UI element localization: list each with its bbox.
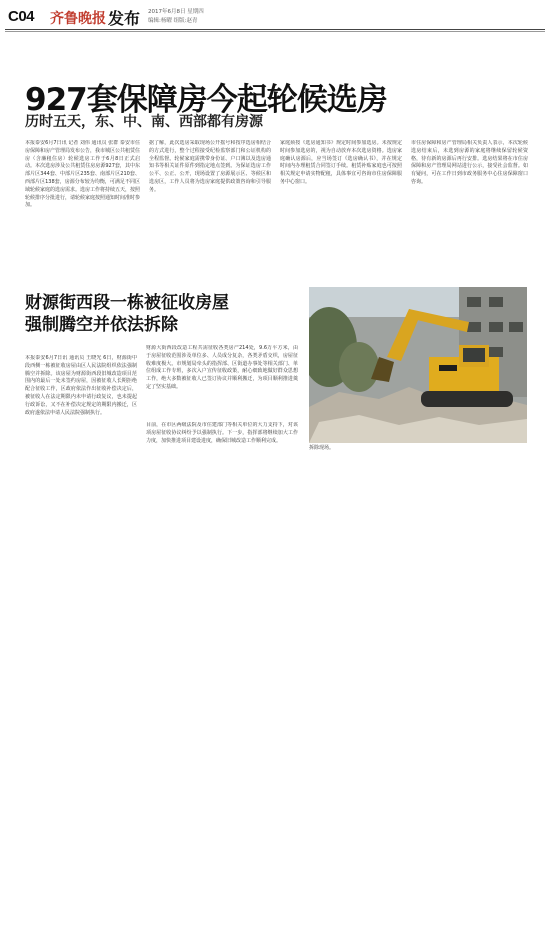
header-rule-thin — [5, 31, 545, 32]
article1-column-4: 市住房保障和房产管理局相关负责人表示，本次轮候选房结束后，未选到房源的家庭将继续保留轮候资格，待有新的房源后再行安排。选房结果将在市住房保障和房产管理局网站进行公示，接受社会监督。如有疑问，可在工作日到市政务服务中心住房保障窗口咨询。 — [411, 140, 528, 185]
article1-column-2: 据了解，此次选房采取现场公开摇号和按序选房相结合的方式进行，整个过程接受纪检监察部门和公证机构的全程监督。轮候家庭需携带身份证、户口簿以及选房通知书等相关证件原件到指定地点签到。为保证选房工作公平、公正、公开，现场设置了房源展示区、等候区和选房区，工作人员将为选房家庭提供政策咨询和引导服务。 — [149, 140, 271, 193]
article1-column-1: 本报泰安6月7日讯 记者 刘伟 通讯员 张群 泰安市住房保障和房产管理局发布公告，我市城区公共租赁住房（含廉租住房）轮候选房工作于6月8日正式启动。本次选房涉及公共租赁住房房源927套，其中东部片区344套、中部片区235套、南部片区210套、西部片区138套，房源分布较为均衡，可满足不同区域轮候家庭的选房需求。选房工作将持续五天，按照轮候排序分批进行，请轮候家庭按照通知时间准时参加。 — [25, 140, 140, 209]
photo-caption: 拆除现场。 — [309, 445, 335, 451]
header-rule — [5, 29, 545, 30]
newspaper-brand: 齐鲁晚报 — [50, 11, 106, 27]
section-title: 发布 — [108, 9, 141, 28]
page-number: C04 — [8, 8, 35, 25]
demolition-photo — [309, 287, 527, 443]
issue-date: 2017年6月8日 星期四 — [148, 9, 204, 15]
article2-column-1: 本报泰安6月7日讯 通讯员 王晓光 6日，财源街中段西侧一栋被征收房屋由区人民法院组织依法强制腾空并拆除。该房屋为财源街西段旧城改造项目范围内的最后一处未签约房屋，因被征收人长期拒绝配合征收工作，区政府依法作出征收补偿决定后，被征收人在法定期限内未申请行政复议，也未提起行政诉讼，又不在补偿决定规定的期限内搬迁，区政府遂依法申请人民法院强制执行。 — [25, 355, 137, 416]
excavator-scene-illustration — [309, 287, 527, 443]
article2-headline-line2: 强制腾空并依法拆除 — [25, 315, 178, 335]
article2-column-3: 目前，在市区两级法院及市住建部门等相关单位的大力支持下，对该项房屋征收协议纠纷予以强制执行。下一步，指挥部将继续加大工作力度，加快推进项目建设进度，确保旧城改造工作顺利完成。 — [146, 422, 298, 444]
editor-credits: 编辑:杨曜 组版:赵青 — [148, 18, 198, 24]
article1-headline: 927套保障房今起轮候选房 — [25, 82, 387, 118]
article1-subheadline: 历时五天，东、中、南、西部都有房源 — [25, 114, 263, 130]
article1-column-3: 家庭须按《选房通知书》规定时间参加选房。未按规定时间参加选房的，视为自动放弃本次选房资格。选房家庭确认房源后，应当场签订《选房确认书》，并在规定时间内办理租赁合同签订手续。租赁补贴家庭也可按照相关规定申请实物配租，具体事宜可咨询市住房保障服务中心窗口。 — [280, 140, 402, 185]
article2-headline — [25, 292, 229, 336]
article2-headline-line1: 财源街西段一栋被征收房屋 — [25, 293, 229, 313]
article2-column-2: 财源大街西段改造工程共需征收各类房产214处，9.6万平方米，由于房屋征收范围涉及单位多、人员成分复杂，各类矛盾交织，房屋征收难度极大。市规划局牵头的指挥部、区街道办事处等相关部门、单位组成工作专班，多次入户宣传征收政策，耐心细致地做好群众思想工作，绝大多数被征收人已签订协议并顺利搬迁，为项目顺利推进奠定了坚实基础。 — [146, 345, 298, 390]
